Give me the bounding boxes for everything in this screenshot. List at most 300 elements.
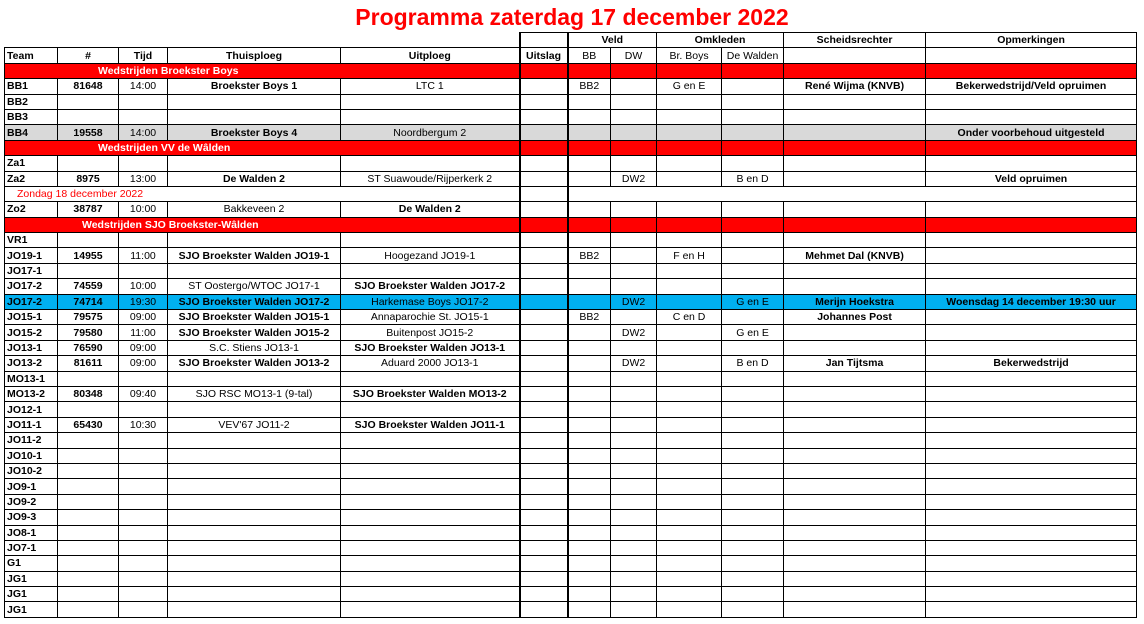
cell-team: JO13-1 — [5, 340, 58, 355]
cell-uitslag — [520, 602, 568, 617]
cell-scheidsrechter — [784, 463, 926, 478]
cell-uitslag — [520, 310, 568, 325]
cell-thuisploeg: Broekster Boys 4 — [168, 125, 341, 140]
cell-thuisploeg — [168, 525, 341, 540]
cell-dewalden — [722, 525, 784, 540]
cell-uitploeg — [341, 109, 520, 124]
cell-dewalden — [722, 340, 784, 355]
cell-uitploeg: De Walden 2 — [341, 202, 520, 217]
table-row — [5, 587, 1137, 602]
cell-uitslag — [520, 125, 568, 140]
cell-scheidsrechter — [784, 233, 926, 248]
cell-dewalden — [722, 233, 784, 248]
cell-opmerkingen — [926, 417, 1137, 432]
cell-brboys: F en H — [657, 248, 722, 263]
table-row — [5, 94, 1137, 109]
cell-brboys — [657, 402, 722, 417]
table-row — [5, 525, 1137, 540]
table-row — [5, 448, 1137, 463]
cell-dw — [611, 109, 657, 124]
cell-bb: BB2 — [568, 248, 611, 263]
cell-tijd: 14:00 — [119, 79, 168, 94]
cell-dw — [611, 125, 657, 140]
cell-dw — [611, 510, 657, 525]
cell-tijd: 09:40 — [119, 386, 168, 401]
cell-brboys — [657, 94, 722, 109]
cell-thuisploeg: ST Oostergo/WTOC JO17-1 — [168, 279, 341, 294]
cell-thuisploeg: S.C. Stiens JO13-1 — [168, 340, 341, 355]
cell-uitslag — [520, 202, 568, 217]
cell-nr — [58, 156, 119, 171]
section-label: Wedstrijden Broekster Boys — [5, 63, 520, 78]
cell-opmerkingen — [926, 248, 1137, 263]
cell-opmerkingen — [926, 433, 1137, 448]
cell-uitslag — [520, 233, 568, 248]
cell-scheidsrechter — [784, 94, 926, 109]
cell-opmerkingen — [926, 587, 1137, 602]
cell-scheidsrechter — [784, 587, 926, 602]
cell-bb: BB2 — [568, 79, 611, 94]
cell-dewalden — [722, 263, 784, 278]
cell-scheidsrechter — [784, 479, 926, 494]
sunday-cell — [926, 186, 1137, 201]
cell-dw — [611, 386, 657, 401]
cell-scheidsrechter — [784, 263, 926, 278]
cell-scheidsrechter — [784, 325, 926, 340]
section-cell — [568, 63, 611, 78]
cell-dw — [611, 340, 657, 355]
sunday-cell — [611, 186, 657, 201]
cell-nr — [58, 263, 119, 278]
cell-scheidsrechter — [784, 279, 926, 294]
cell-nr: 79575 — [58, 310, 119, 325]
cell-uitploeg: Buitenpost JO15-2 — [341, 325, 520, 340]
cell-tijd: 10:30 — [119, 417, 168, 432]
cell-thuisploeg: SJO Broekster Walden JO17-2 — [168, 294, 341, 309]
cell-uitslag — [520, 386, 568, 401]
cell-dewalden — [722, 402, 784, 417]
cell-uitploeg — [341, 233, 520, 248]
cell-team: BB4 — [5, 125, 58, 140]
cell-team: BB3 — [5, 109, 58, 124]
cell-dw: DW2 — [611, 325, 657, 340]
cell-brboys — [657, 602, 722, 617]
table-row — [5, 402, 1137, 417]
cell-uitploeg — [341, 587, 520, 602]
cell-uitslag — [520, 510, 568, 525]
cell-brboys — [657, 433, 722, 448]
section-header-sjo — [5, 217, 1137, 232]
section-label: Wedstrijden VV de Wâlden — [5, 140, 520, 155]
table-row — [5, 125, 1137, 140]
cell-scheidsrechter — [784, 202, 926, 217]
header-opmerkingen: Opmerkingen — [926, 33, 1137, 48]
table-row — [5, 109, 1137, 124]
cell-nr: 74714 — [58, 294, 119, 309]
cell-uitslag — [520, 417, 568, 432]
cell-uitslag — [520, 356, 568, 371]
cell-tijd: 09:00 — [119, 356, 168, 371]
cell-thuisploeg — [168, 448, 341, 463]
cell-brboys: C en D — [657, 310, 722, 325]
cell-thuisploeg: VEV'67 JO11-2 — [168, 417, 341, 432]
cell-opmerkingen: Veld opruimen — [926, 171, 1137, 186]
cell-nr — [58, 510, 119, 525]
cell-thuisploeg — [168, 556, 341, 571]
cell-thuisploeg — [168, 402, 341, 417]
cell-uitslag — [520, 494, 568, 509]
cell-dewalden — [722, 448, 784, 463]
cell-team: JO17-2 — [5, 294, 58, 309]
cell-tijd: 13:00 — [119, 171, 168, 186]
cell-dw — [611, 371, 657, 386]
cell-uitslag — [520, 279, 568, 294]
cell-team: MO13-1 — [5, 371, 58, 386]
cell-opmerkingen — [926, 340, 1137, 355]
cell-uitslag — [520, 540, 568, 555]
cell-team: JO9-1 — [5, 479, 58, 494]
cell-tijd — [119, 94, 168, 109]
cell-dw — [611, 587, 657, 602]
cell-uitploeg — [341, 479, 520, 494]
cell-uitploeg: SJO Broekster Walden JO11-1 — [341, 417, 520, 432]
cell-brboys — [657, 371, 722, 386]
table-row — [5, 202, 1137, 217]
table-row — [5, 602, 1137, 617]
section-cell — [657, 63, 722, 78]
col-ref-blank — [784, 48, 926, 63]
cell-dewalden — [722, 556, 784, 571]
cell-thuisploeg — [168, 494, 341, 509]
cell-dewalden — [722, 310, 784, 325]
cell-tijd — [119, 479, 168, 494]
cell-uitploeg: LTC 1 — [341, 79, 520, 94]
cell-bb — [568, 94, 611, 109]
cell-tijd — [119, 571, 168, 586]
cell-dw — [611, 479, 657, 494]
cell-uitslag — [520, 587, 568, 602]
cell-bb — [568, 417, 611, 432]
cell-brboys — [657, 386, 722, 401]
cell-uitslag — [520, 571, 568, 586]
table-row — [5, 356, 1137, 371]
col-thuisploeg: Thuisploeg — [168, 48, 341, 63]
table-row — [5, 248, 1137, 263]
cell-opmerkingen — [926, 263, 1137, 278]
cell-tijd — [119, 371, 168, 386]
cell-tijd — [119, 448, 168, 463]
cell-thuisploeg: SJO Broekster Walden JO13-2 — [168, 356, 341, 371]
cell-scheidsrechter — [784, 371, 926, 386]
cell-tijd: 10:00 — [119, 202, 168, 217]
cell-dw — [611, 79, 657, 94]
cell-uitslag — [520, 109, 568, 124]
cell-dewalden — [722, 433, 784, 448]
section-cell — [611, 63, 657, 78]
cell-brboys — [657, 202, 722, 217]
section-cell — [520, 217, 568, 232]
cell-dw — [611, 571, 657, 586]
cell-team: JO9-2 — [5, 494, 58, 509]
cell-bb — [568, 402, 611, 417]
cell-team: JO8-1 — [5, 525, 58, 540]
cell-opmerkingen — [926, 233, 1137, 248]
cell-thuisploeg: Broekster Boys 1 — [168, 79, 341, 94]
cell-dw — [611, 494, 657, 509]
schedule-table — [4, 32, 1137, 618]
cell-bb — [568, 233, 611, 248]
cell-opmerkingen — [926, 571, 1137, 586]
cell-brboys — [657, 263, 722, 278]
cell-bb — [568, 171, 611, 186]
table-row — [5, 371, 1137, 386]
section-cell — [722, 63, 784, 78]
cell-opmerkingen: Bekerwedstrijd/Veld opruimen — [926, 79, 1137, 94]
cell-nr — [58, 448, 119, 463]
cell-team: JO11-1 — [5, 417, 58, 432]
table-row — [5, 433, 1137, 448]
col-uitploeg: Uitploeg — [341, 48, 520, 63]
cell-tijd: 14:00 — [119, 125, 168, 140]
cell-brboys — [657, 448, 722, 463]
cell-bb — [568, 525, 611, 540]
table-row — [5, 479, 1137, 494]
cell-scheidsrechter — [784, 340, 926, 355]
cell-scheidsrechter — [784, 402, 926, 417]
cell-tijd: 11:00 — [119, 248, 168, 263]
cell-uitploeg — [341, 525, 520, 540]
section-cell — [520, 63, 568, 78]
cell-nr: 14955 — [58, 248, 119, 263]
cell-bb — [568, 279, 611, 294]
cell-nr: 79580 — [58, 325, 119, 340]
cell-team: Zo2 — [5, 202, 58, 217]
cell-dewalden — [722, 510, 784, 525]
cell-tijd: 09:00 — [119, 310, 168, 325]
cell-uitploeg — [341, 263, 520, 278]
table-row — [5, 571, 1137, 586]
cell-opmerkingen — [926, 94, 1137, 109]
cell-team: BB2 — [5, 94, 58, 109]
cell-scheidsrechter — [784, 540, 926, 555]
cell-uitslag — [520, 79, 568, 94]
cell-brboys — [657, 125, 722, 140]
cell-bb — [568, 602, 611, 617]
cell-nr: 80348 — [58, 386, 119, 401]
cell-thuisploeg — [168, 94, 341, 109]
section-cell — [926, 217, 1137, 232]
cell-brboys — [657, 279, 722, 294]
cell-opmerkingen — [926, 109, 1137, 124]
cell-bb — [568, 156, 611, 171]
cell-bb — [568, 294, 611, 309]
cell-dw — [611, 556, 657, 571]
cell-opmerkingen — [926, 494, 1137, 509]
cell-team: JO9-3 — [5, 510, 58, 525]
table-row — [5, 325, 1137, 340]
table-row — [5, 340, 1137, 355]
table-row — [5, 510, 1137, 525]
cell-tijd — [119, 233, 168, 248]
cell-team: MO13-2 — [5, 386, 58, 401]
cell-dewalden — [722, 248, 784, 263]
cell-uitploeg — [341, 433, 520, 448]
cell-scheidsrechter: René Wijma (KNVB) — [784, 79, 926, 94]
cell-bb — [568, 109, 611, 124]
cell-nr — [58, 463, 119, 478]
cell-team: JO19-1 — [5, 248, 58, 263]
cell-team: JO15-1 — [5, 310, 58, 325]
cell-uitploeg — [341, 371, 520, 386]
cell-brboys — [657, 510, 722, 525]
cell-dw — [611, 248, 657, 263]
cell-dw — [611, 433, 657, 448]
cell-dewalden — [722, 587, 784, 602]
cell-nr — [58, 402, 119, 417]
cell-uitploeg — [341, 556, 520, 571]
table-row — [5, 171, 1137, 186]
cell-nr — [58, 540, 119, 555]
cell-brboys — [657, 356, 722, 371]
cell-brboys — [657, 109, 722, 124]
section-cell — [784, 217, 926, 232]
cell-tijd: 09:00 — [119, 340, 168, 355]
cell-tijd — [119, 156, 168, 171]
col-opm-blank — [926, 48, 1137, 63]
col-dw: DW — [611, 48, 657, 63]
cell-bb — [568, 479, 611, 494]
cell-team: JO17-2 — [5, 279, 58, 294]
cell-uitslag — [520, 171, 568, 186]
cell-scheidsrechter — [784, 156, 926, 171]
table-row — [5, 417, 1137, 432]
cell-dw: DW2 — [611, 171, 657, 186]
cell-team: VR1 — [5, 233, 58, 248]
cell-opmerkingen — [926, 602, 1137, 617]
cell-dw — [611, 602, 657, 617]
cell-opmerkingen — [926, 325, 1137, 340]
cell-dewalden — [722, 109, 784, 124]
cell-tijd — [119, 402, 168, 417]
cell-scheidsrechter: Jan Tijtsma — [784, 356, 926, 371]
cell-nr: 38787 — [58, 202, 119, 217]
cell-scheidsrechter: Merijn Hoekstra — [784, 294, 926, 309]
section-cell — [657, 140, 722, 155]
cell-nr — [58, 494, 119, 509]
cell-opmerkingen: Woensdag 14 december 19:30 uur — [926, 294, 1137, 309]
cell-thuisploeg: SJO RSC MO13-1 (9-tal) — [168, 386, 341, 401]
cell-opmerkingen — [926, 156, 1137, 171]
cell-scheidsrechter: Johannes Post — [784, 310, 926, 325]
cell-uitslag — [520, 263, 568, 278]
cell-uitslag — [520, 325, 568, 340]
cell-scheidsrechter — [784, 386, 926, 401]
cell-nr: 74559 — [58, 279, 119, 294]
cell-dewalden — [722, 571, 784, 586]
cell-uitploeg — [341, 602, 520, 617]
cell-dewalden: B en D — [722, 356, 784, 371]
cell-scheidsrechter — [784, 602, 926, 617]
cell-dewalden — [722, 386, 784, 401]
cell-dw — [611, 448, 657, 463]
table-row — [5, 386, 1137, 401]
cell-uitslag — [520, 463, 568, 478]
cell-dw — [611, 310, 657, 325]
cell-nr — [58, 371, 119, 386]
table-row — [5, 279, 1137, 294]
cell-uitploeg — [341, 156, 520, 171]
cell-dewalden: B en D — [722, 171, 784, 186]
header-uitslag-top — [520, 33, 568, 48]
cell-uitploeg — [341, 402, 520, 417]
cell-brboys — [657, 587, 722, 602]
cell-uitslag — [520, 433, 568, 448]
cell-brboys — [657, 540, 722, 555]
cell-thuisploeg — [168, 109, 341, 124]
section-label: Wedstrijden SJO Broekster-Wâlden — [5, 217, 520, 232]
section-cell — [784, 140, 926, 155]
cell-bb — [568, 556, 611, 571]
cell-uitploeg — [341, 540, 520, 555]
cell-uitslag — [520, 248, 568, 263]
col-nr: # — [58, 48, 119, 63]
cell-brboys: G en E — [657, 79, 722, 94]
cell-thuisploeg — [168, 371, 341, 386]
cell-opmerkingen — [926, 279, 1137, 294]
cell-dw — [611, 463, 657, 478]
section-cell — [520, 140, 568, 155]
cell-bb — [568, 386, 611, 401]
cell-dw — [611, 202, 657, 217]
cell-bb — [568, 571, 611, 586]
cell-bb — [568, 356, 611, 371]
cell-dewalden: G en E — [722, 294, 784, 309]
cell-scheidsrechter — [784, 494, 926, 509]
cell-thuisploeg — [168, 263, 341, 278]
section-cell — [722, 217, 784, 232]
cell-uitploeg — [341, 571, 520, 586]
cell-bb — [568, 433, 611, 448]
header-row-columns — [5, 48, 1137, 63]
cell-uitslag — [520, 94, 568, 109]
cell-dw — [611, 540, 657, 555]
cell-brboys — [657, 479, 722, 494]
cell-team: BB1 — [5, 79, 58, 94]
section-cell — [657, 217, 722, 232]
cell-dw — [611, 525, 657, 540]
header-omkleden: Omkleden — [657, 33, 784, 48]
cell-dewalden — [722, 279, 784, 294]
section-cell — [568, 140, 611, 155]
cell-opmerkingen — [926, 371, 1137, 386]
cell-opmerkingen — [926, 386, 1137, 401]
cell-bb — [568, 340, 611, 355]
cell-brboys — [657, 571, 722, 586]
cell-uitploeg: Noordbergum 2 — [341, 125, 520, 140]
cell-uitploeg: SJO Broekster Walden MO13-2 — [341, 386, 520, 401]
cell-opmerkingen — [926, 525, 1137, 540]
cell-dw — [611, 402, 657, 417]
header-blank — [5, 33, 520, 48]
cell-bb — [568, 371, 611, 386]
cell-brboys — [657, 525, 722, 540]
cell-thuisploeg — [168, 463, 341, 478]
cell-bb — [568, 463, 611, 478]
cell-opmerkingen — [926, 479, 1137, 494]
cell-team: JO7-1 — [5, 540, 58, 555]
cell-team: JO12-1 — [5, 402, 58, 417]
cell-dewalden — [722, 94, 784, 109]
